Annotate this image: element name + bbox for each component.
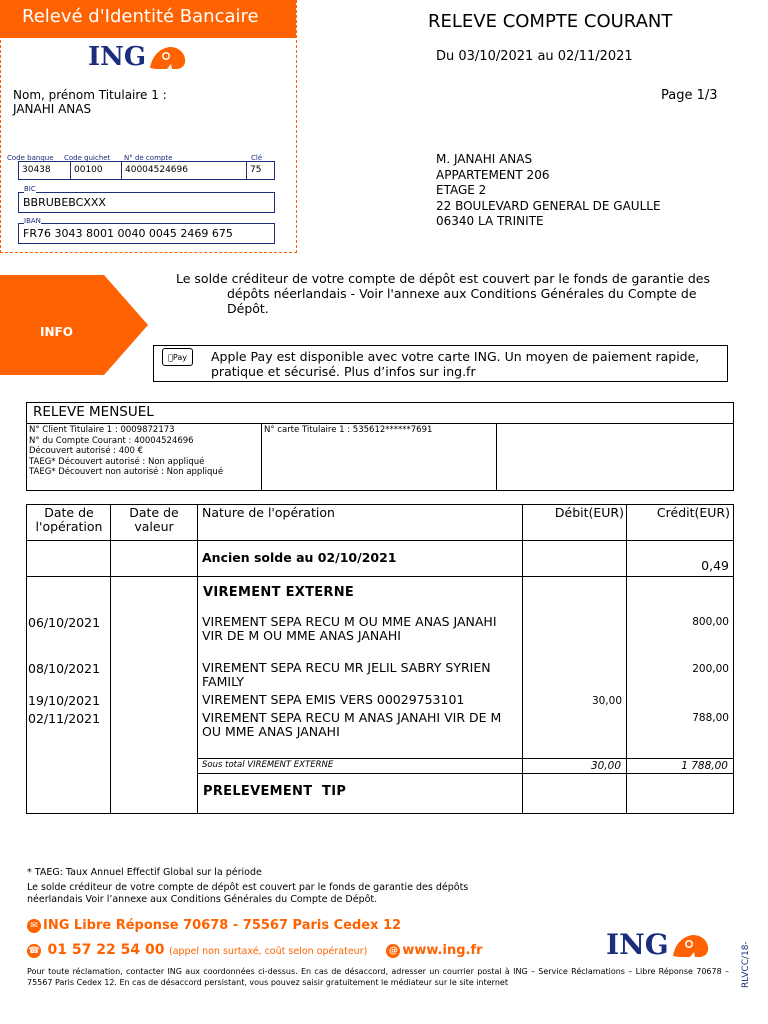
header-nature: Nature de l'opération [202, 505, 335, 520]
client-number: N° Client Titulaire 1 : 0009872173 [29, 425, 175, 435]
mail-icon: ✉ [27, 919, 41, 933]
lion-icon [146, 42, 188, 72]
table-col-divider [626, 504, 627, 814]
footer-ing-logo-text: ING [606, 928, 669, 961]
header-credit: Crédit(EUR) [656, 505, 730, 520]
info-arrow-shape [0, 275, 148, 375]
iban-label: IBAN [24, 217, 41, 225]
table-row-divider [26, 576, 734, 577]
subtotal-credit: 1 788,00 [681, 760, 728, 772]
op-credit: 800,00 [692, 616, 729, 628]
cle-value: 75 [246, 161, 275, 180]
footer-postal [27, 918, 401, 933]
code-guichet-value: 00100 [70, 161, 122, 180]
subtotal-debit: 30,00 [590, 760, 621, 772]
bic-label: BIC [24, 185, 36, 193]
apple-pay-icon: Pay [162, 348, 193, 366]
claims-notice: Pour toute réclamation, contacter ING aux coordonnées ci-dessus. En cas de désaccord, adresser un courrier postal à ING – Service Réclamations – Libre Réponse 70678 – 75567 Paris Cedex 12. En cas de désaccord persistant, vous pouvez saisir gratuitement le médiateur sur le site internet [27, 967, 729, 987]
account-info [29, 425, 261, 478]
page-number: Page 1/3 [661, 88, 718, 103]
code-banque-label: Code banque [7, 154, 54, 162]
footer-guarantee [27, 882, 468, 905]
code-banque-value: 30438 [18, 161, 71, 180]
holder-label: Nom, prénom Titulaire 1 : [13, 88, 167, 102]
op-label: VIREMENT SEPA RECU M OU MME ANAS JANAHI VIR DE M OU MME ANAS JANAHI [202, 614, 497, 643]
account-number: N° du Compte Courant : 40004524696 [29, 435, 194, 446]
web-icon: @ [386, 944, 400, 958]
op-debit: 30,00 [591, 695, 622, 707]
table-row-divider [197, 758, 734, 759]
taeg-footnote: * TAEG: Taux Annuel Effectif Global sur la période [27, 867, 262, 878]
rm-divider [496, 423, 497, 491]
footer-phone-note: (appel non surtaxé, coût selon opérateur) [168, 946, 368, 957]
iban-value: FR76 3043 8001 0040 0045 2469 675 [18, 223, 275, 244]
op-date: 06/10/2021 [28, 615, 101, 630]
footer-contact [27, 942, 483, 958]
code-guichet-label: Code guichet [64, 154, 111, 162]
address-line: ETAGE 2 [436, 183, 487, 197]
document-title: RELEVE COMPTE COURANT [428, 11, 673, 32]
num-compte-value: 40004524696 [121, 161, 247, 180]
guarantee-line-2: dépôts néerlandais - Voir l'annexe aux Conditions Générales du Compte de Dépôt. [227, 286, 697, 316]
section-virement-externe: VIREMENT EXTERNE [203, 585, 355, 600]
op-label: VIREMENT SEPA RECU M ANAS JANAHI VIR DE M OU MME ANAS JANAHI [202, 710, 502, 739]
guarantee-notice [176, 271, 738, 316]
table-col-divider [522, 504, 523, 814]
footer-phone[interactable]: 01 57 22 54 00 [47, 942, 165, 958]
holder-name: JANAHI ANAS [13, 102, 92, 116]
num-compte-label: N° de compte [124, 154, 173, 162]
side-reference: RLVCC/18- [741, 941, 751, 988]
card-number: N° carte Titulaire 1 : 535612******7691 [264, 425, 433, 435]
rm-divider [261, 423, 262, 491]
footer-guarantee-line-2: néerlandais Voir l’annexe aux Conditions Générales du Compte de Dépôt. [27, 893, 378, 905]
footer-guarantee-line-1: Le solde créditeur de votre compte de dépôt est couvert par le fonds de garantie des dépôts [27, 882, 469, 893]
footer-ing-logo [606, 928, 711, 961]
taeg-authorized: TAEG* Découvert autorisé : Non appliqué [29, 456, 205, 467]
taeg-unauthorized: TAEG* Découvert non autorisé : Non appliqué [29, 467, 224, 477]
rm-divider [26, 423, 734, 424]
address-line: APPARTEMENT 206 [436, 167, 550, 182]
header-debit: Débit(EUR) [554, 505, 624, 520]
ing-logo-text: ING [88, 42, 147, 72]
op-label: VIREMENT SEPA RECU MR JELIL SABRY SYRIEN FAMILY [202, 660, 491, 689]
header-date-valeur: Date de valeur [129, 505, 179, 534]
op-date: 08/10/2021 [28, 661, 101, 676]
subtotal-label: Sous total VIREMENT EXTERNE [202, 760, 334, 770]
guarantee-line-1: Le solde créditeur de votre compte de dépôt est couvert par le fonds de garantie des [176, 271, 710, 286]
address-line: M. JANAHI ANAS [436, 152, 533, 166]
applepay-text: Apple Pay est disponible avec votre carte ING. Un moyen de paiement rapide, pratique et sécurisé. Plus d’infos sur ing.fr [211, 349, 700, 379]
table-col-divider [197, 504, 198, 814]
op-credit: 788,00 [692, 712, 729, 724]
section-prelevement-tip: PRELEVEMENT TIP [203, 784, 347, 799]
cle-label: Clé [251, 154, 263, 162]
address-line: 22 BOULEVARD GENERAL DE GAULLE [436, 198, 661, 213]
op-credit: 200,00 [692, 663, 729, 675]
address-line: 06340 LA TRINITE [436, 214, 544, 228]
op-label: VIREMENT SEPA EMIS VERS 00029753101 [202, 692, 465, 707]
statement-period: Du 03/10/2021 au 02/11/2021 [436, 49, 633, 64]
info-label: INFO [40, 325, 73, 339]
table-row-divider [26, 540, 734, 541]
releve-mensuel-title: RELEVE MENSUEL [33, 404, 154, 420]
footer-website[interactable]: www.ing.fr [402, 943, 483, 958]
table-row-divider [197, 773, 734, 774]
customer-address [436, 152, 661, 230]
op-date: 19/10/2021 [28, 693, 101, 708]
bic-value: BBRUBEBCXXX [18, 192, 275, 213]
table-col-divider [110, 504, 111, 814]
rib-title: Relevé d'Identité Bancaire [0, 0, 296, 38]
ing-logo [88, 42, 188, 72]
phone-icon: ☎ [28, 945, 40, 956]
overdraft-limit: Découvert autorisé : 400 € [29, 446, 144, 456]
header-date-operation: Date de l'opération [35, 505, 103, 534]
op-date: 02/11/2021 [28, 711, 101, 726]
old-balance-label: Ancien solde au 02/10/2021 [202, 550, 397, 565]
old-balance-value: 0,49 [701, 558, 729, 573]
footer-postal-address: ING Libre Réponse 70678 - 75567 Paris Cedex 12 [43, 918, 402, 933]
lion-icon [669, 930, 711, 960]
